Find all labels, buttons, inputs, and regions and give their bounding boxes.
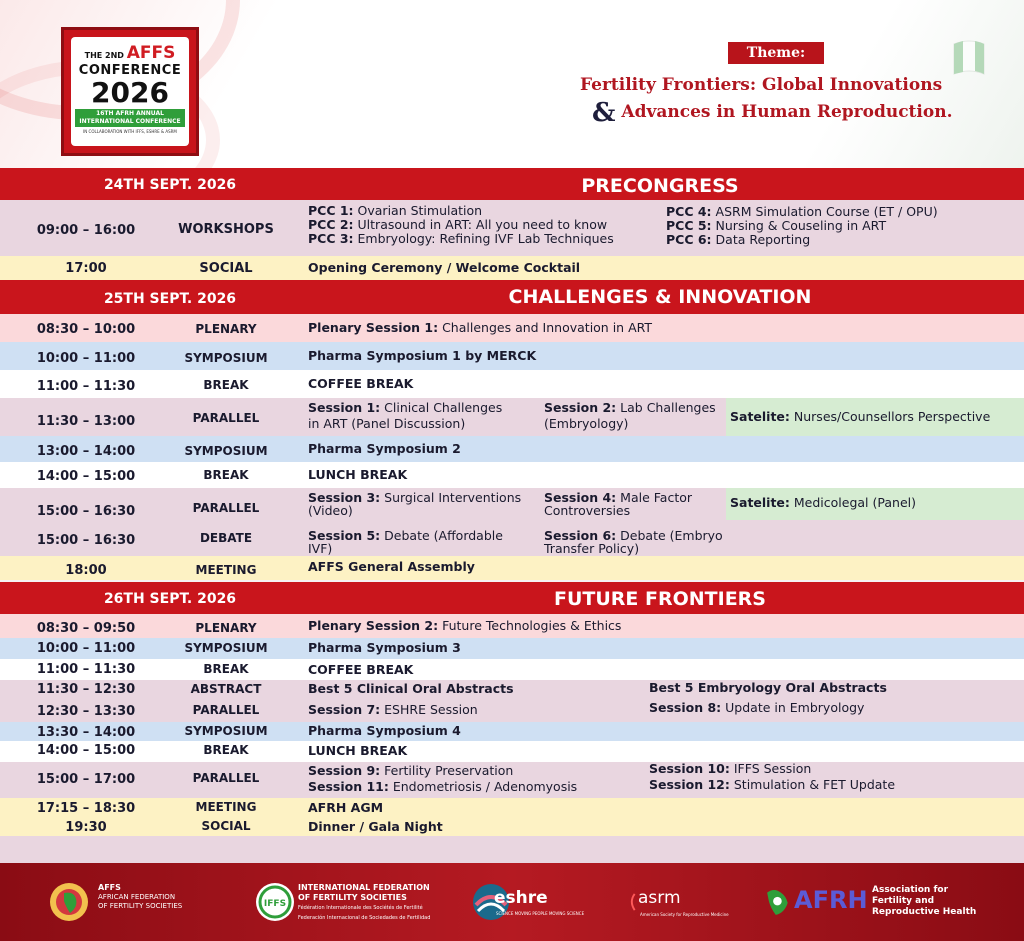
day-title: PRECONGRESS (581, 175, 739, 197)
row-type: BREAK (203, 662, 249, 676)
row-type: SOCIAL (201, 819, 251, 833)
schedule-row (0, 200, 1024, 256)
row-session: Session 10: IFFS Session (649, 761, 812, 776)
row-time: 17:00 (65, 261, 107, 276)
row-type: BREAK (203, 378, 249, 392)
row-time: 13:30 – 14:00 (36, 725, 136, 740)
row-session: LUNCH BREAK (308, 743, 408, 758)
schedule-row (0, 398, 1024, 436)
row-time: 11:00 – 11:30 (36, 662, 136, 677)
logo-afrh: 16TH AFRH ANNUAL INTERNATIONAL CONFERENCE (75, 109, 185, 127)
day-title: CHALLENGES & INNOVATION (508, 286, 812, 308)
logo-affs: AFFS (126, 43, 176, 63)
pcc-item: PCC 3: Embryology: Refining IVF Lab Techniques (308, 231, 614, 246)
logo-year: 2026 (91, 76, 169, 109)
affs-logo: AFFS AFRICAN FEDERATION OF FERTILITY SOCIETIES (48, 879, 208, 925)
row-time: 18:00 (65, 563, 107, 578)
row-type: DEBATE (199, 531, 253, 545)
row-session-cont: Controversies (544, 503, 631, 518)
schedule-row (0, 314, 1024, 342)
row-time: 15:00 – 17:00 (36, 772, 136, 787)
row-session: Pharma Symposium 4 (308, 723, 461, 738)
schedule-row (0, 370, 1024, 398)
row-session: Session 8: Update in Embryology (649, 700, 865, 715)
affs-emblem-icon (48, 881, 90, 923)
row-time: 08:30 – 09:50 (36, 621, 136, 636)
iffs-logo: IFFS INTERNATIONAL FEDERATION OF FERTILITY SOCIETIES Fédération Internationale des Sociétés de Fertilité Federación Internacional de Sociedades de Fertilidad (254, 879, 434, 925)
row-time: 08:30 – 10:00 (36, 322, 136, 337)
row-session: Session 4: Male Factor (544, 490, 693, 505)
row-session: Plenary Session 2: Future Technologies & Ethics (308, 618, 622, 633)
row-type: PLENARY (195, 621, 257, 635)
schedule-row (0, 638, 1024, 659)
schedule-row (0, 680, 1024, 698)
satelite-cell: Satelite: Nurses/Counsellors Perspective (726, 398, 1024, 436)
schedule-row (0, 659, 1024, 680)
theme-line-2-text: Advances in Human Reproduction. (621, 102, 953, 122)
schedule-row (0, 524, 1024, 556)
schedule-row (0, 436, 1024, 462)
pcc-item: PCC 1: Ovarian Stimulation (308, 203, 483, 218)
row-session: Session 1: Clinical Challenges (308, 400, 503, 415)
row-type: PARALLEL (192, 703, 260, 717)
conference-logo (61, 27, 199, 156)
row-session: AFRH AGM (308, 800, 384, 815)
pcc-item: PCC 5: Nursing & Couseling in ART (666, 218, 887, 233)
row-type: PLENARY (195, 322, 257, 336)
row-session: Plenary Session 1: Challenges and Innovation in ART (308, 320, 653, 335)
footer-partners (0, 863, 1024, 941)
row-time: 10:00 – 11:00 (36, 641, 136, 656)
row-session: Session 5: Debate (Affordable (308, 528, 503, 543)
row-session-cont: Transfer Policy) (544, 541, 640, 556)
row-type: BREAK (203, 468, 249, 482)
schedule-row (0, 798, 1024, 836)
logo-conference: CONFERENCE (78, 63, 182, 78)
theme-badge: Theme: (728, 42, 824, 64)
afrh-logo: AFRH Association for Fertility and Reproductive Health (762, 879, 982, 925)
row-session: Session 6: Debate (Embryo (544, 528, 723, 543)
row-session-cont: IVF) (308, 541, 333, 556)
asrm-logo: asrm American Society for Reproductive Medicine (628, 879, 718, 925)
row-time: 10:00 – 11:00 (36, 351, 136, 366)
row-session: Dinner / Gala Night (308, 819, 443, 834)
row-time: 11:30 – 13:00 (36, 414, 136, 429)
schedule-row (0, 342, 1024, 370)
eshre-logo: eshre SCIENCE MOVING PEOPLE MOVING SCIENCE (470, 879, 560, 925)
header (0, 0, 1024, 168)
row-type: SYMPOSIUM (184, 351, 268, 365)
logo-edition: THE 2ND (84, 51, 124, 60)
day-date: 26TH SEPT. 2026 (103, 591, 237, 607)
schedule-row (0, 722, 1024, 741)
row-type: SOCIAL (199, 261, 253, 276)
pcc-item: PCC 4: ASRM Simulation Course (ET / OPU) (666, 204, 938, 219)
row-session-cont: (Embryology) (544, 416, 629, 431)
row-type: MEETING (195, 800, 257, 814)
row-session: Best 5 Embryology Oral Abstracts (649, 680, 887, 695)
theme-ampersand: & (592, 98, 616, 128)
row-type: BREAK (203, 743, 249, 757)
row-session: Pharma Symposium 3 (308, 640, 461, 655)
day-header (0, 582, 1024, 614)
row-time: 17:15 – 18:30 (36, 801, 136, 816)
afrh-emblem-icon (762, 881, 798, 923)
flag-icon (952, 36, 986, 76)
schedule-row (0, 488, 1024, 524)
row-type: WORKSHOPS (178, 222, 274, 237)
row-session: AFFS General Assembly (308, 559, 475, 574)
row-type: SYMPOSIUM (184, 444, 268, 458)
row-session: Session 11: Endometriosis / Adenomyosis (308, 779, 578, 794)
row-time: 19:30 (65, 820, 107, 835)
satelite-cell: Satelite: Medicolegal (Panel) (726, 488, 1024, 520)
schedule-row (0, 614, 1024, 638)
schedule-row (0, 462, 1024, 488)
row-session: Session 2: Lab Challenges (544, 400, 716, 415)
row-session: Pharma Symposium 1 by MERCK (308, 348, 537, 363)
row-session: Best 5 Clinical Oral Abstracts (308, 681, 514, 696)
logo-collab: IN COLLABORATION WITH IFFS, ESHRE & ASRM (83, 129, 177, 134)
row-time: 12:30 – 13:30 (36, 704, 136, 719)
row-session: Session 12: Stimulation & FET Update (649, 777, 896, 792)
row-time: 15:00 – 16:30 (36, 533, 136, 548)
row-session: COFFEE BREAK (308, 662, 414, 677)
row-time: 15:00 – 16:30 (36, 504, 136, 519)
schedule-row (0, 741, 1024, 762)
row-session: Session 7: ESHRE Session (308, 702, 478, 717)
schedule-row (0, 762, 1024, 798)
day-date: 25TH SEPT. 2026 (103, 291, 237, 307)
row-time: 14:00 – 15:00 (36, 743, 136, 758)
row-session: Session 3: Surgical Interventions (308, 490, 522, 505)
row-type: ABSTRACT (190, 682, 262, 696)
schedule-row (0, 556, 1024, 580)
row-type: PARALLEL (192, 411, 260, 425)
row-type: PARALLEL (192, 501, 260, 515)
row-time: 09:00 – 16:00 (36, 223, 136, 238)
row-time: 14:00 – 15:00 (36, 469, 136, 484)
theme-line-2 (592, 98, 952, 128)
row-session-cont: (Video) (308, 503, 353, 518)
row-session: LUNCH BREAK (308, 467, 408, 482)
row-session: Opening Ceremony / Welcome Cocktail (308, 260, 581, 275)
row-type: SYMPOSIUM (184, 724, 268, 738)
row-session: Pharma Symposium 2 (308, 441, 461, 456)
row-session-cont: in ART (Panel Discussion) (308, 416, 466, 431)
row-session: COFFEE BREAK (308, 376, 414, 391)
day-title: FUTURE FRONTIERS (553, 588, 766, 610)
spacer-row (0, 836, 1024, 863)
schedule-row (0, 256, 1024, 280)
row-time: 13:00 – 14:00 (36, 444, 136, 459)
day-header (0, 168, 1024, 200)
day-header (0, 280, 1024, 314)
row-type: PARALLEL (192, 771, 260, 785)
row-session: Session 9: Fertility Preservation (308, 763, 514, 778)
schedule-row (0, 698, 1024, 722)
row-time: 11:30 – 12:30 (36, 682, 136, 697)
day-date: 24TH SEPT. 2026 (103, 177, 237, 193)
iffs-emblem-icon (254, 881, 296, 923)
row-type: MEETING (195, 563, 257, 577)
row-time: 11:00 – 11:30 (36, 379, 136, 394)
pcc-item: PCC 6: Data Reporting (666, 232, 811, 247)
pcc-item: PCC 2: Ultrasound in ART: All you need to know (308, 217, 608, 232)
theme-line-1: Fertility Frontiers: Global Innovations (580, 75, 943, 95)
row-type: SYMPOSIUM (184, 641, 268, 655)
svg-text:IFFS: IFFS (263, 899, 287, 909)
